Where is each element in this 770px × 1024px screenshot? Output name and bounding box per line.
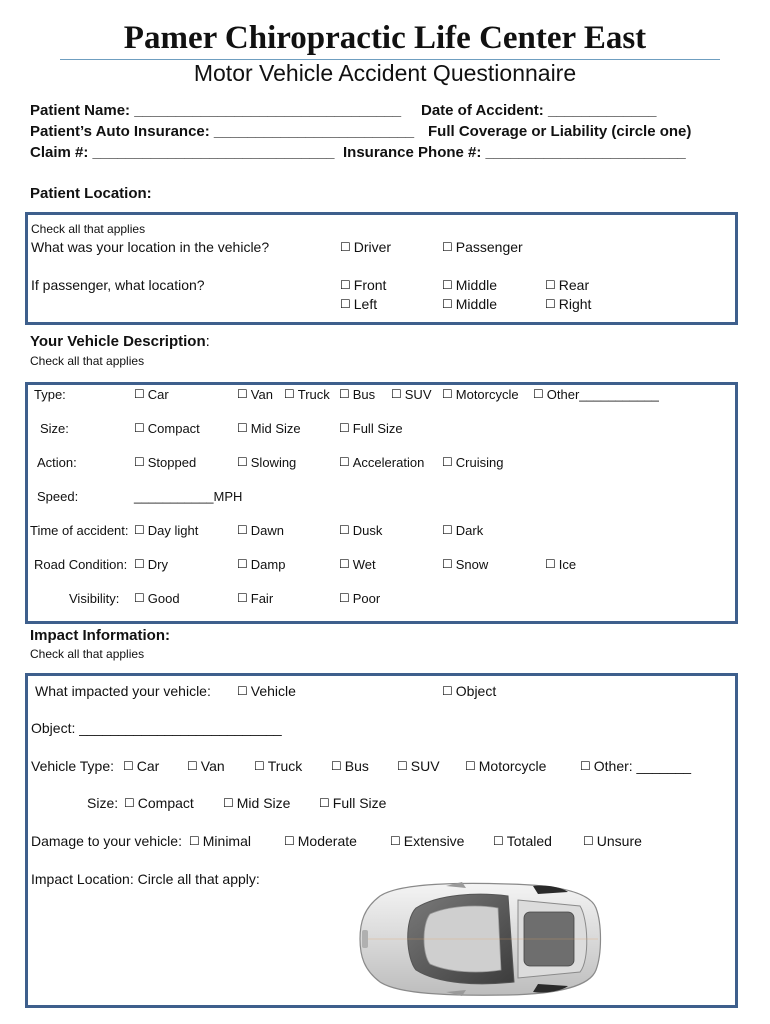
checkbox-action-acceleration[interactable]: ☐ Acceleration: [339, 455, 424, 470]
checkbox-damage-totaled[interactable]: ☐ Totaled: [493, 833, 552, 849]
patient-location-heading: Patient Location:: [30, 185, 152, 202]
checkbox-damage-unsure[interactable]: ☐ Unsure: [583, 833, 642, 849]
size-label: Size:: [40, 421, 69, 436]
checkbox-road-ice[interactable]: ☐ Ice: [545, 557, 576, 572]
checkbox-size-mid[interactable]: ☐ Mid Size: [237, 421, 301, 436]
checkbox-road-damp[interactable]: ☐ Damp: [237, 557, 285, 572]
checkbox-left[interactable]: ☐ Left: [340, 296, 377, 312]
checkbox-road-snow[interactable]: ☐ Snow: [442, 557, 488, 572]
checkbox-type-motorcycle[interactable]: ☐ Motorcycle: [442, 387, 519, 402]
what-impacted-label: What impacted your vehicle:: [35, 683, 211, 699]
checkbox-vtype-suv[interactable]: ☐ SUV: [397, 758, 440, 774]
location-question: What was your location in the vehicle?: [31, 239, 270, 255]
visibility-label: Visibility:: [69, 591, 120, 606]
page-subtitle: Motor Vehicle Accident Questionnaire: [193, 60, 577, 86]
insurance-phone-field[interactable]: Insurance Phone #: ________________________: [343, 144, 686, 161]
checkbox-isize-compact[interactable]: ☐ Compact: [124, 795, 194, 811]
checkbox-time-dark[interactable]: ☐ Dark: [442, 523, 483, 538]
type-label: Type:: [34, 387, 66, 402]
auto-insurance-field[interactable]: Patient’s Auto Insurance: ________________________: [30, 123, 415, 140]
checkbox-action-cruising[interactable]: ☐ Cruising: [442, 455, 503, 470]
checkbox-driver[interactable]: ☐ Driver: [340, 239, 391, 255]
checkbox-type-suv[interactable]: ☐ SUV: [391, 387, 432, 402]
checkbox-impact-object[interactable]: ☐ Object: [442, 683, 496, 699]
checkbox-middle-row1[interactable]: ☐ Middle: [442, 277, 497, 293]
checkbox-right[interactable]: ☐ Right: [545, 296, 591, 312]
checkbox-visibility-poor[interactable]: ☐ Poor: [339, 591, 380, 606]
checkbox-damage-minimal[interactable]: ☐ Minimal: [189, 833, 251, 849]
check-note: Check all that applies: [30, 354, 145, 368]
checkbox-vtype-van[interactable]: ☐ Van: [187, 758, 225, 774]
vehicle-description-box: [25, 382, 738, 624]
date-of-accident-field[interactable]: Date of Accident: _____________: [421, 102, 657, 119]
speed-field[interactable]: ___________MPH: [134, 489, 243, 504]
checkbox-visibility-good[interactable]: ☐ Good: [134, 591, 180, 606]
checkbox-impact-vehicle[interactable]: ☐ Vehicle: [237, 683, 296, 699]
checkbox-visibility-fair[interactable]: ☐ Fair: [237, 591, 273, 606]
checkbox-road-dry[interactable]: ☐ Dry: [134, 557, 168, 572]
passenger-location-question: If passenger, what location?: [31, 277, 205, 293]
checkbox-front[interactable]: ☐ Front: [340, 277, 386, 293]
checkbox-vtype-car[interactable]: ☐ Car: [123, 758, 159, 774]
checkbox-action-stopped[interactable]: ☐ Stopped: [134, 455, 196, 470]
time-label: Time of accident:: [30, 523, 129, 538]
checkbox-rear[interactable]: ☐ Rear: [545, 277, 589, 293]
checkbox-type-other[interactable]: ☐ Other___________: [533, 387, 659, 402]
check-note: Check all that applies: [31, 222, 146, 236]
impact-heading: Impact Information:: [30, 627, 171, 644]
road-condition-label: Road Condition:: [34, 557, 128, 572]
car-topview-image[interactable]: [358, 878, 604, 1000]
damage-label: Damage to your vehicle:: [31, 833, 182, 849]
checkbox-time-dawn[interactable]: ☐ Dawn: [237, 523, 284, 538]
checkbox-damage-moderate[interactable]: ☐ Moderate: [284, 833, 357, 849]
coverage-choice[interactable]: Full Coverage or Liability (circle one): [428, 123, 692, 140]
page-title: Pamer Chiropractic Life Center East: [123, 20, 647, 56]
patient-name-field[interactable]: Patient Name: ________________________________: [30, 102, 402, 119]
claim-number-field[interactable]: Claim #: _____________________________: [30, 144, 335, 161]
checkbox-vtype-motorcycle[interactable]: ☐ Motorcycle: [465, 758, 546, 774]
checkbox-road-wet[interactable]: ☐ Wet: [339, 557, 376, 572]
checkbox-middle-row2[interactable]: ☐ Middle: [442, 296, 497, 312]
checkbox-isize-mid[interactable]: ☐ Mid Size: [223, 795, 290, 811]
check-note: Check all that applies: [30, 647, 145, 661]
checkbox-vtype-other[interactable]: ☐ Other: _______: [580, 758, 691, 774]
checkbox-size-compact[interactable]: ☐ Compact: [134, 421, 200, 436]
impact-location-label: Impact Location: Circle all that apply:: [31, 871, 260, 887]
checkbox-vtype-truck[interactable]: ☐ Truck: [254, 758, 302, 774]
checkbox-time-daylight[interactable]: ☐ Day light: [134, 523, 198, 538]
checkbox-action-slowing[interactable]: ☐ Slowing: [237, 455, 296, 470]
checkbox-time-dusk[interactable]: ☐ Dusk: [339, 523, 382, 538]
checkbox-vtype-bus[interactable]: ☐ Bus: [331, 758, 369, 774]
checkbox-size-full[interactable]: ☐ Full Size: [339, 421, 403, 436]
checkbox-type-car[interactable]: ☐ Car: [134, 387, 169, 402]
checkbox-type-truck[interactable]: ☐ Truck: [284, 387, 330, 402]
vehicle-type-label: Vehicle Type:: [31, 758, 115, 774]
checkbox-type-bus[interactable]: ☐ Bus: [339, 387, 375, 402]
speed-label: Speed:: [37, 489, 79, 504]
checkbox-passenger[interactable]: ☐ Passenger: [442, 239, 523, 255]
object-field[interactable]: Object: __________________________: [31, 720, 282, 736]
impact-size-label: Size:: [87, 795, 119, 811]
action-label: Action:: [37, 455, 77, 470]
checkbox-isize-full[interactable]: ☐ Full Size: [319, 795, 386, 811]
vehicle-description-heading: Your Vehicle Description:: [30, 333, 210, 350]
checkbox-damage-extensive[interactable]: ☐ Extensive: [390, 833, 464, 849]
checkbox-type-van[interactable]: ☐ Van: [237, 387, 273, 402]
